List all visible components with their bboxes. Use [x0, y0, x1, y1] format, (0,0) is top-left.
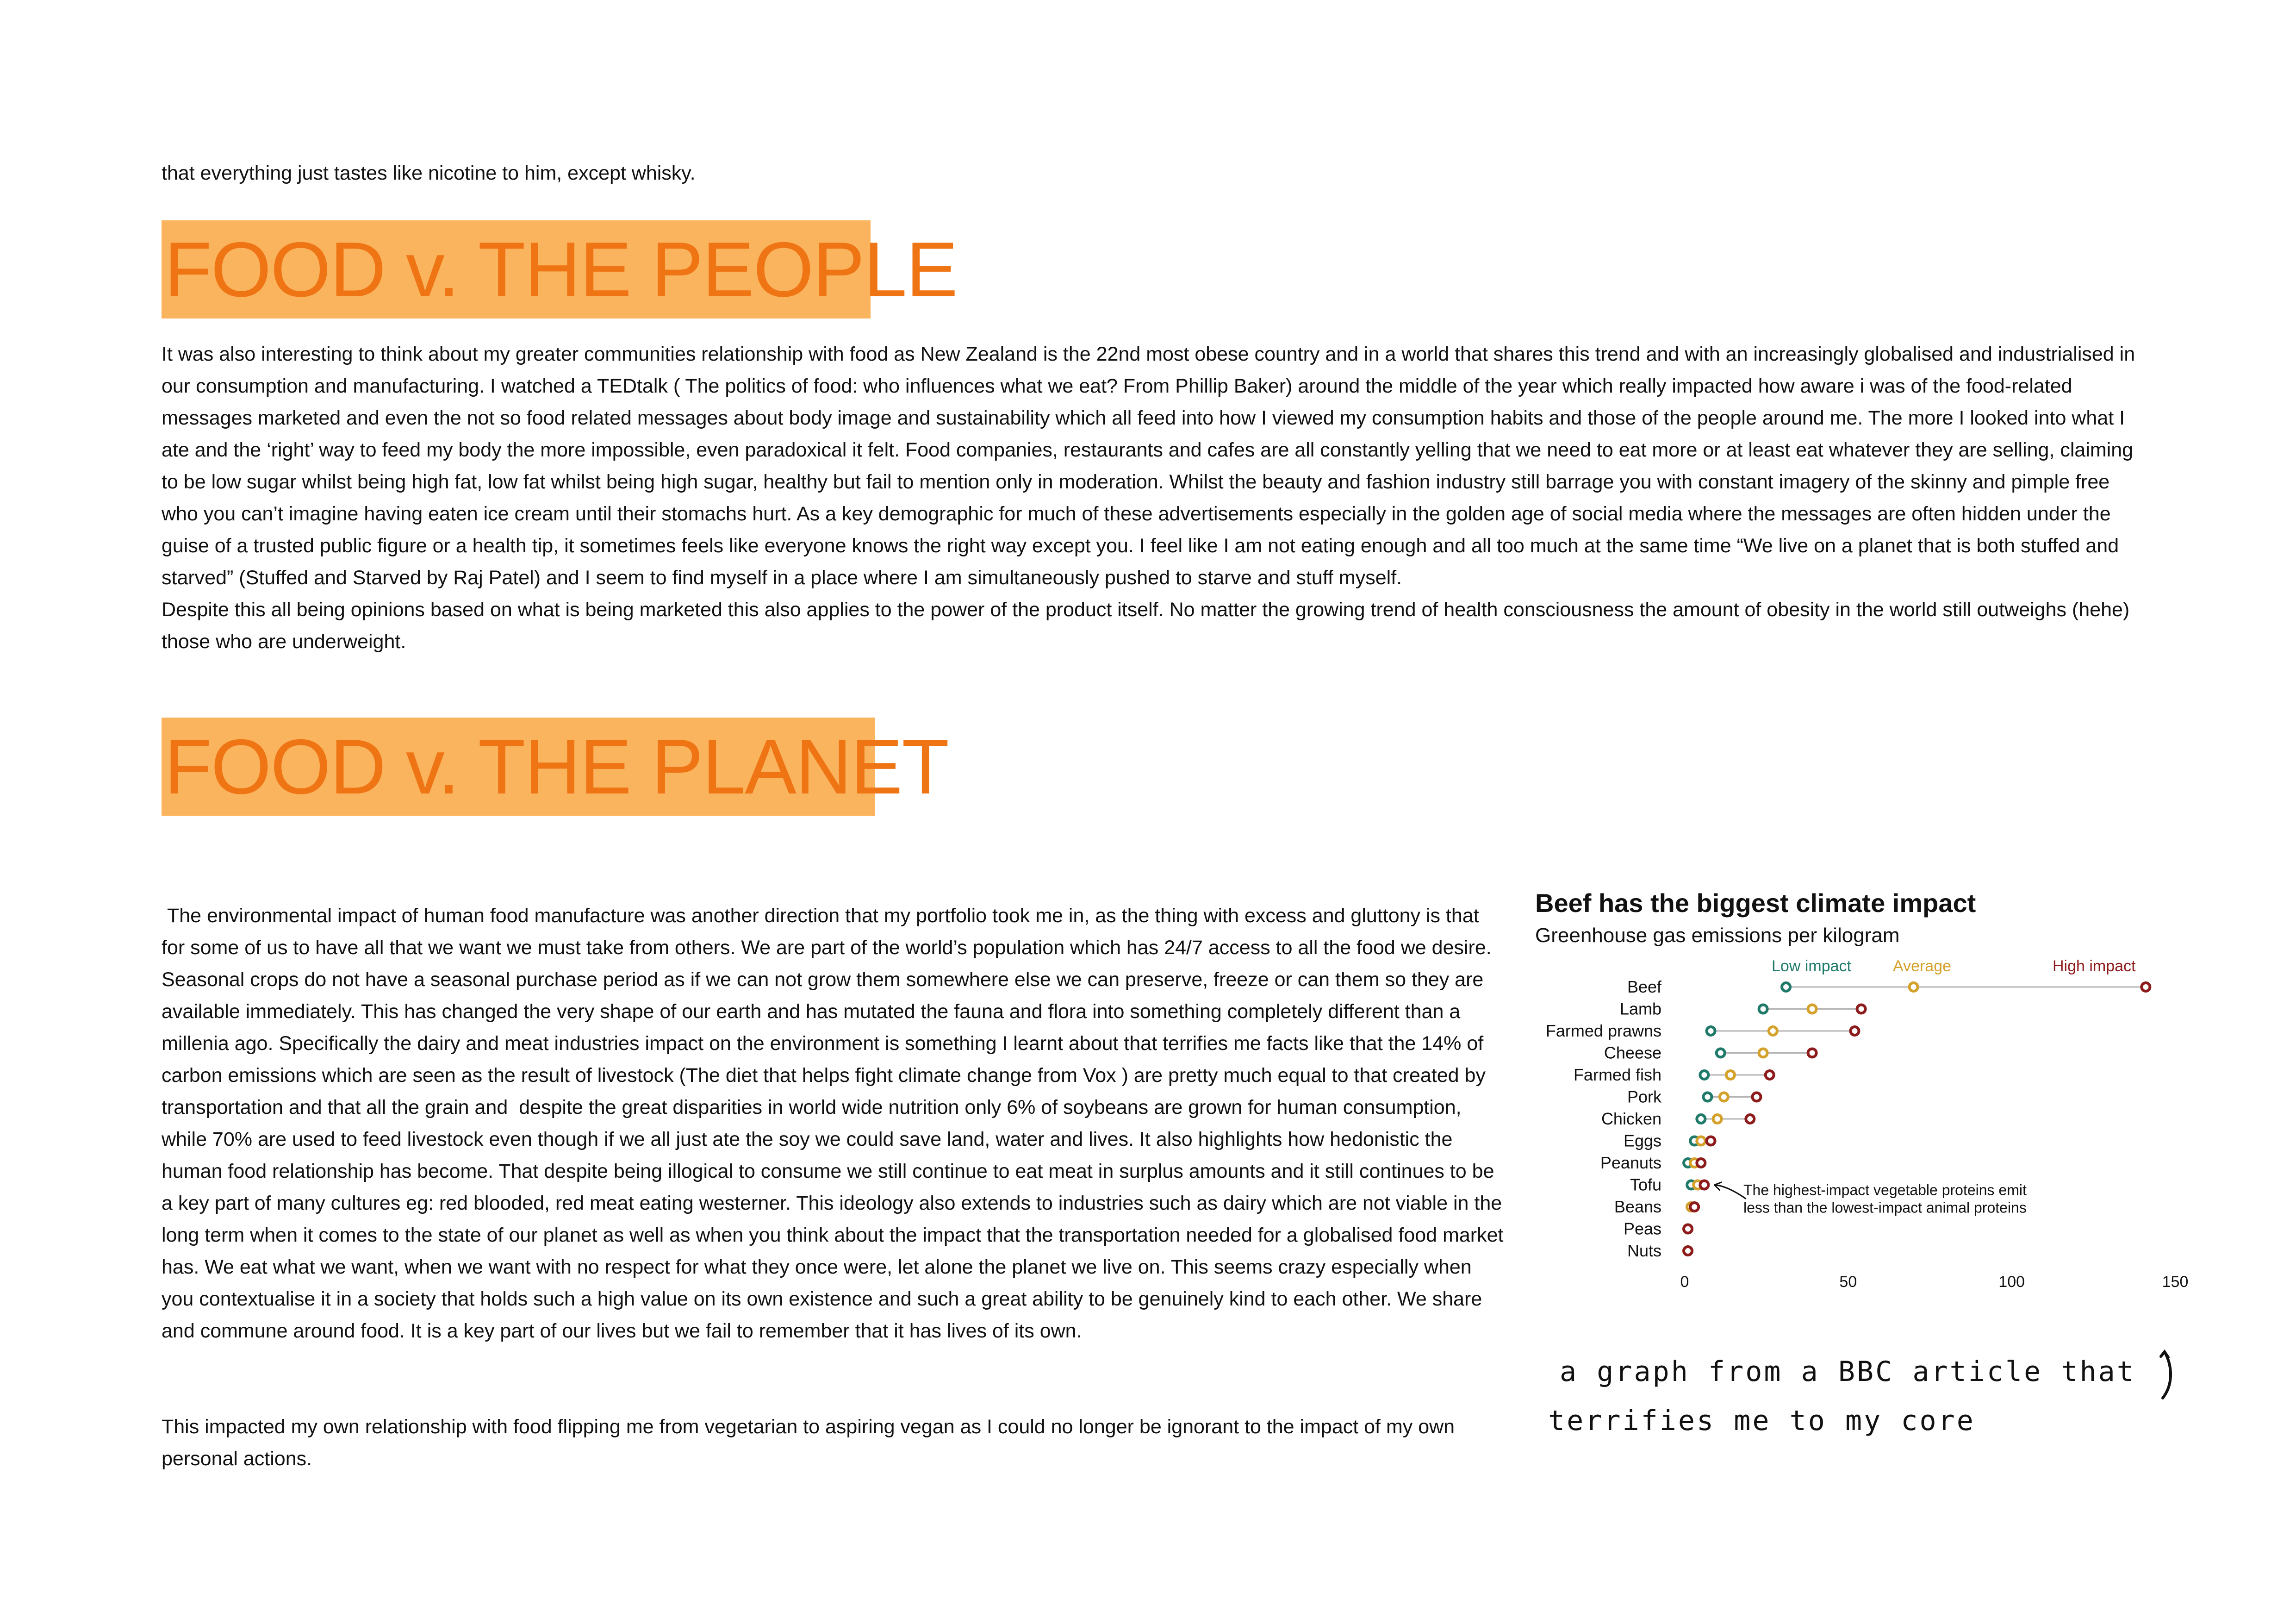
data-point-high-impact: [1857, 1005, 1866, 1013]
data-point-high-impact: [1684, 1247, 1692, 1255]
people-paragraph-1: It was also interesting to think about my greater communities relationship with food as New Zealand is the 22nd most obese country and in a world that shares this trend and with an increasingly globalised and industrialised in our consumption and manufacturing. I watched a TEDtalk ( The politics of food: who influences what we eat? From Phillip Baker) around the middle of the year which really impacted how aware i was of the food-related messages marketed and even the not so food related messages about body image and sustainability which all feed into how I viewed my consumption habits and those of the people around me. The more I looked into what I ate and the ‘right’ way to feed my body the more impossible, even paradoxical it felt. Food companies, restaurants and cafes are all constantly yelling that we need to eat more or at least eat whatever they are selling, claiming to be low sugar whilst being high fat, low fat whilst being high sugar, healthy but fail to mention only in moderation. Whilst the beauty and fashion industry still barrage you with constant imagery of the skinny and pimple free who you can’t imagine having eaten ice cream until their stomachs hurt. As a key demographic for much of these advertisements especially in the golden age of social media where the messages are often hidden under the guise of a trusted public figure or a health tip, it sometimes feels like everyone knows the right way except you. I feel like I am not eating enough and all too much at the same time “We live on a planet that is both stuffed and starved” (Stuffed and Starved by Raj Patel) and I seem to find myself in a place where I am simultaneously pushed to starve and stuff myself.: [162, 343, 2135, 589]
people-paragraph-2: Despite this all being opinions based on what is being marketed this also applies to the power of the product itself. No matter the growing trend of health consciousness the amount of obesity in the world still outweighs (hehe) those who are underweight.: [162, 599, 2130, 653]
handwritten-note-line-2: terrifies me to my core: [1548, 1405, 1975, 1437]
chart-subtitle: Greenhouse gas emissions per kilogram: [1535, 924, 1900, 947]
data-point-high-impact: [2141, 983, 2150, 991]
data-point-low-impact: [1707, 1027, 1715, 1035]
data-point-low-impact: [1782, 983, 1790, 991]
category-label: Farmed fish: [1573, 1065, 1661, 1084]
data-point-low-impact: [1703, 1093, 1711, 1101]
data-point-high-impact: [1808, 1049, 1817, 1057]
intro-line: that everything just tastes like nicotine to him, except whisky.: [162, 162, 696, 184]
category-label: Peas: [1623, 1219, 1661, 1238]
category-label: Farmed prawns: [1545, 1021, 1661, 1040]
legend-entry-1: Average: [1893, 957, 1952, 975]
data-point-high-impact: [1850, 1027, 1859, 1035]
data-point-high-impact: [1766, 1071, 1774, 1079]
handwritten-note-line-1: a graph from a BBC article that: [1560, 1355, 2135, 1388]
category-label: Beans: [1614, 1197, 1661, 1216]
chart-title: Beef has the biggest climate impact: [1535, 888, 1976, 918]
data-point-high-impact: [1697, 1159, 1705, 1167]
annotation-text: less than the lowest-impact animal proteins: [1743, 1199, 2027, 1216]
data-point-average: [1808, 1005, 1817, 1013]
category-label: Beef: [1627, 977, 1661, 996]
annotation-arrow: [1714, 1185, 1746, 1199]
data-point-high-impact: [1752, 1093, 1761, 1101]
data-point-average: [1759, 1049, 1767, 1057]
data-point-low-impact: [1717, 1049, 1725, 1057]
up-arrow-icon: [2154, 1348, 2182, 1404]
planet-paragraph-2: This impacted my own relationship with food flipping me from vegetarian to aspiring vegan as I could no longer be ignorant to the impact of my own personal actions.: [162, 1416, 1461, 1470]
heading-food-v-planet-text: FOOD v. THE PLANET: [164, 723, 949, 810]
people-section-text: [162, 338, 2147, 658]
planet-section-text: [162, 836, 1509, 1539]
data-point-average: [1910, 983, 1918, 991]
data-point-average: [1769, 1027, 1777, 1035]
category-label: Lamb: [1619, 999, 1661, 1018]
x-tick-label: 150: [2162, 1273, 2189, 1291]
data-point-high-impact: [1684, 1225, 1692, 1233]
chart-plot: [1527, 880, 2189, 1296]
data-point-high-impact: [1707, 1137, 1715, 1145]
data-point-average: [1713, 1115, 1722, 1123]
data-point-average: [1726, 1071, 1735, 1079]
heading-food-v-people: [162, 220, 957, 319]
data-point-low-impact: [1759, 1005, 1767, 1013]
category-label: Eggs: [1623, 1131, 1661, 1150]
x-tick-label: 50: [1839, 1273, 1857, 1291]
x-tick-label: 0: [1680, 1273, 1689, 1291]
emissions-chart: [1527, 880, 2189, 1296]
legend-entry-0: Low impact: [1772, 957, 1851, 975]
heading-food-v-people-text: FOOD v. THE PEOPLE: [164, 226, 957, 313]
category-label: Tofu: [1630, 1175, 1661, 1194]
data-point-high-impact: [1700, 1181, 1708, 1189]
x-tick-label: 100: [1998, 1273, 2025, 1291]
data-point-low-impact: [1697, 1115, 1705, 1123]
category-label: Chicken: [1601, 1109, 1661, 1128]
data-point-high-impact: [1690, 1203, 1699, 1211]
category-label: Nuts: [1627, 1241, 1661, 1260]
planet-paragraph-1: The environmental impact of human food manufacture was another direction that my portfolio took me in, as the thing with excess and gluttony is that for some of us to have all that we want we must take from others. We are part of the world’s population which has 24/7 access to all the food we desire. Seasonal crops do not have a seasonal purchase period as if we can not grow them somewhere else we can preserve, freeze or can them so they are available immediately. This has changed the very shape of our earth and has mutated the fauna and flora into something completely different than a millenia ago. Specifically the dairy and meat industries impact on the environment is something I learnt about that terrifies me facts like that the 14% of carbon emissions which are seen as the result of livestock (The diet that helps fight climate change from Vox ) are pretty much equal to that created by transportation and that all the grain and despite the great disparities in world wide nutrition only 6% of soybeans are grown for human consumption, while 70% are used to feed livestock even though if we all just ate the soy we could save land, water and lives. It also highlights how hedonistic the human food relationship has become. That despite being illogical to consume we still continue to eat meat in surplus amounts and it still continues to be a key part of many cultures eg: red blooded, red meat eating westerner. This ideology also extends to industries such as dairy which are not viable in the long term when it comes to the state of our planet as well as when you think about the impact that the transportation needed for a globalised food market has. We eat what we want, when we want with no respect for what they once were, let alone the planet we live on. This seems crazy especially when you contextualise it in a society that holds such a high value on its own existence and such a great ability to be genuinely kind to each other. We share and commune around food. It is a key part of our lives but we fail to remember that it has lives of its own.: [162, 905, 1509, 1342]
heading-food-v-planet: [162, 718, 949, 816]
data-point-average: [1697, 1137, 1705, 1145]
legend-entry-2: High impact: [2053, 957, 2136, 975]
annotation-text: The highest-impact vegetable proteins emit: [1743, 1181, 2027, 1199]
data-point-low-impact: [1700, 1071, 1708, 1079]
data-point-high-impact: [1746, 1115, 1754, 1123]
category-label: Cheese: [1604, 1043, 1661, 1062]
category-label: Peanuts: [1600, 1153, 1661, 1172]
category-label: Pork: [1627, 1087, 1661, 1106]
data-point-average: [1720, 1093, 1728, 1101]
